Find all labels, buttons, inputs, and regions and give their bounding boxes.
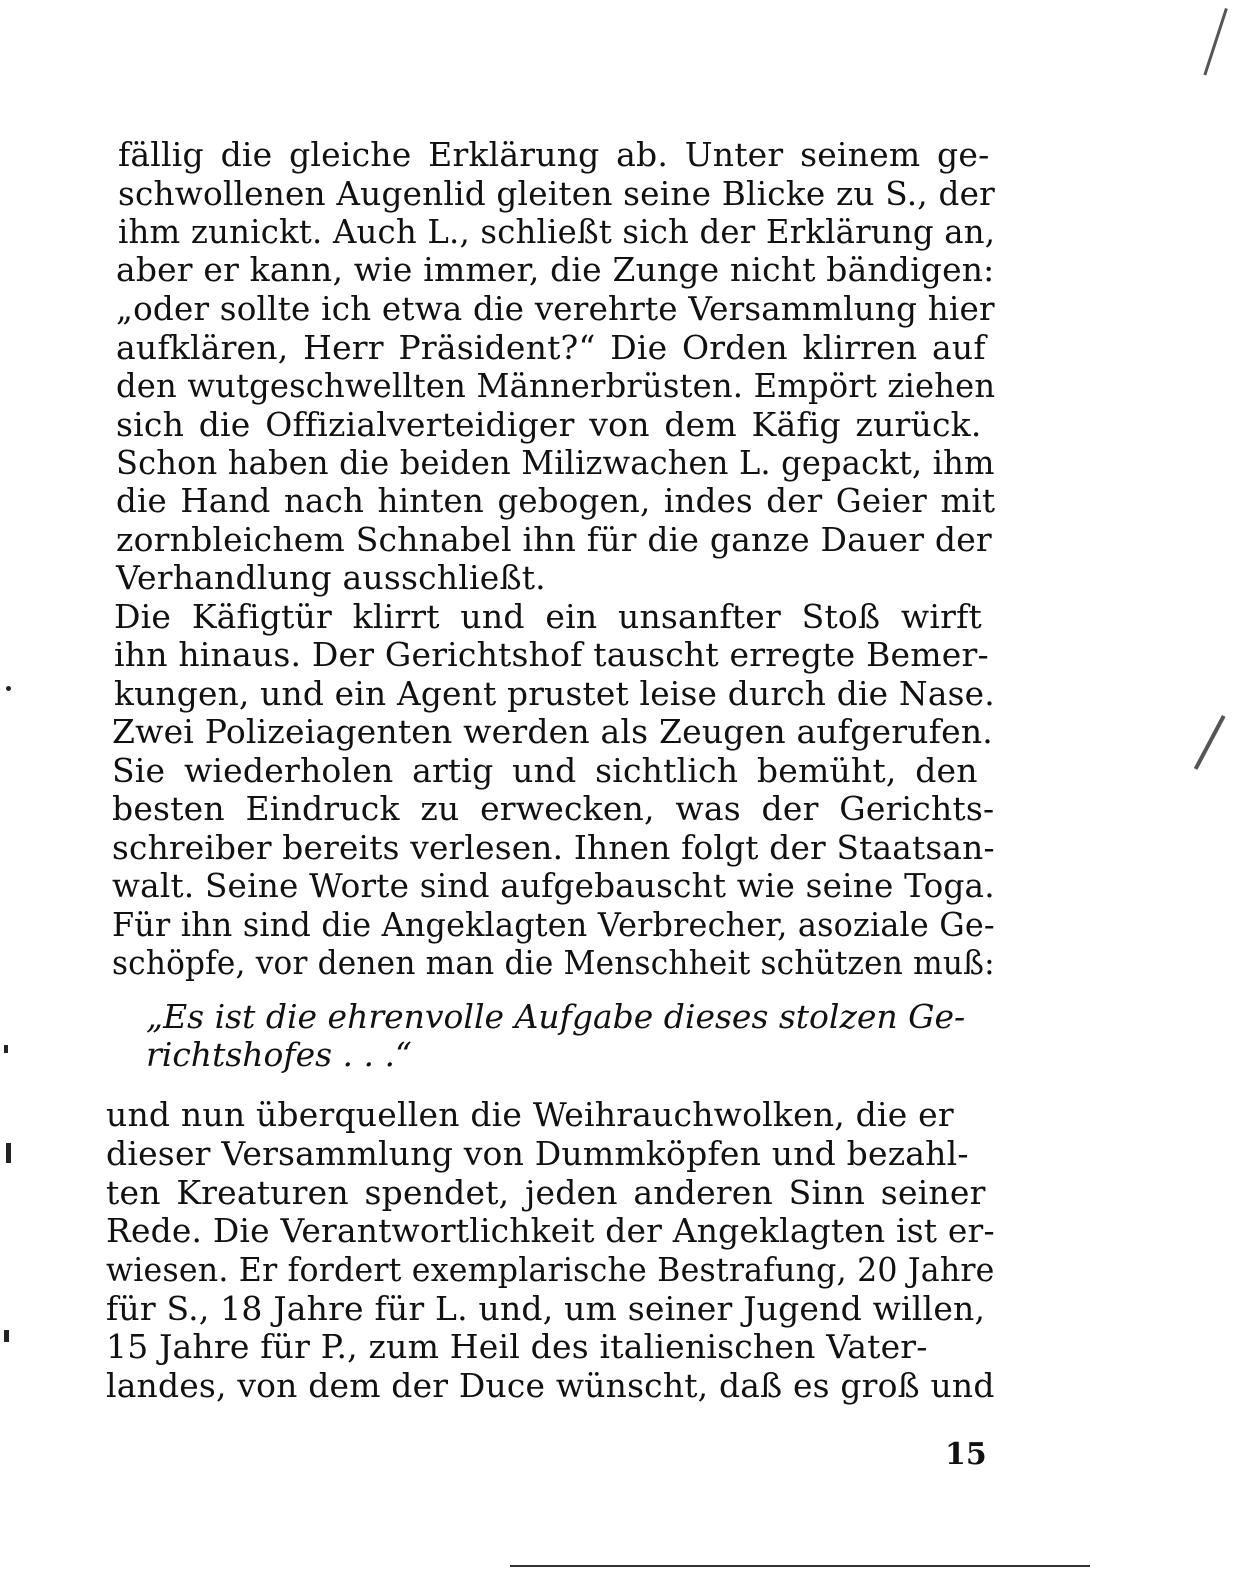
- scan-dot: [4, 1330, 9, 1342]
- text-line: den wutgeschwellten Männerbrüsten. Empört ziehen: [116, 366, 996, 405]
- text-line: wiesen. Er fordert exemplarische Bestrafung, 20 Jahre: [106, 1250, 995, 1289]
- text-line: 15 Jahre für P., zum Heil des italienischen Vater-: [106, 1327, 928, 1366]
- text-line: Für ihn sind die Angeklagten Verbrecher, asoziale Ge-: [112, 905, 995, 944]
- scan-dot: [6, 1143, 11, 1163]
- text-line: ihn hinaus. Der Gerichtshof tauscht erregte Bemer-: [114, 635, 989, 674]
- text-line: aber er kann, wie immer, die Zunge nicht bändigen:: [116, 250, 995, 289]
- text-line: die Hand nach hinten gebogen, indes der Geier mit: [116, 481, 996, 520]
- quote-line: richtshofes . . .“: [146, 1035, 412, 1074]
- text-line: sich die Offizialverteidiger von dem Käfig zurück.: [116, 405, 982, 444]
- text-line: Die Käfigtür klirrt und ein unsanfter Stoß wirft: [114, 597, 982, 636]
- bottom-edge-line: [510, 1565, 1090, 1567]
- text-line: ihm zunickt. Auch L., schließt sich der Erklärung an,: [118, 212, 996, 251]
- text-line: und nun überquellen die Weihrauchwolken, die er: [106, 1095, 954, 1134]
- text-line: ten Kreaturen spendet, jeden anderen Sinn seiner: [106, 1173, 986, 1212]
- scan-edge-mark-top: [1203, 8, 1227, 76]
- text-line: schöpfe, vor denen man die Menschheit schützen muß:: [112, 943, 995, 982]
- text-line: dieser Versammlung von Dummköpfen und bezahl-: [106, 1134, 969, 1173]
- text-line: kungen, und ein Agent prustet leise durch die Nase.: [114, 674, 995, 713]
- text-line: walt. Seine Worte sind aufgebauscht wie seine Toga.: [112, 866, 995, 905]
- text-line: fällig die gleiche Erklärung ab. Unter seinem ge-: [118, 135, 990, 174]
- text-line: schreiber bereits verlesen. Ihnen folgt der Staatsan-: [112, 828, 995, 867]
- text-line: für S., 18 Jahre für L. und, um seiner Jugend willen,: [106, 1289, 986, 1328]
- text-line: schwollenen Augenlid gleiten seine Blicke zu S., der: [118, 174, 996, 213]
- scan-dot: [6, 686, 11, 691]
- text-line: Zwei Polizeiagenten werden als Zeugen aufgerufen.: [112, 712, 993, 751]
- text-line: landes, von dem der Duce wünscht, daß es groß und: [106, 1366, 995, 1405]
- text-line: besten Eindruck zu erwecken, was der Gerichts-: [112, 789, 995, 828]
- text-line: Verhandlung ausschließt.: [116, 558, 546, 597]
- text-line: „oder sollte ich etwa die verehrte Versammlung hier: [116, 289, 995, 328]
- text-line: Rede. Die Verantwortlichkeit der Angeklagten ist er-: [106, 1211, 995, 1250]
- text-line: Schon haben die beiden Milizwachen L. gepackt, ihm: [116, 443, 995, 482]
- quote-line: „Es ist die ehrenvolle Aufgabe dieses stolzen Ge-: [146, 997, 966, 1036]
- text-line: zornbleichem Schnabel ihn für die ganze Dauer der: [116, 520, 992, 559]
- text-line: Sie wiederholen artig und sichtlich bemüht, den: [112, 751, 978, 790]
- text-line: aufklären, Herr Präsident?“ Die Orden klirren auf: [116, 328, 986, 367]
- scan-dot: [4, 1045, 8, 1053]
- scan-edge-mark-middle: [1194, 715, 1226, 770]
- page-number: 15: [945, 1437, 987, 1472]
